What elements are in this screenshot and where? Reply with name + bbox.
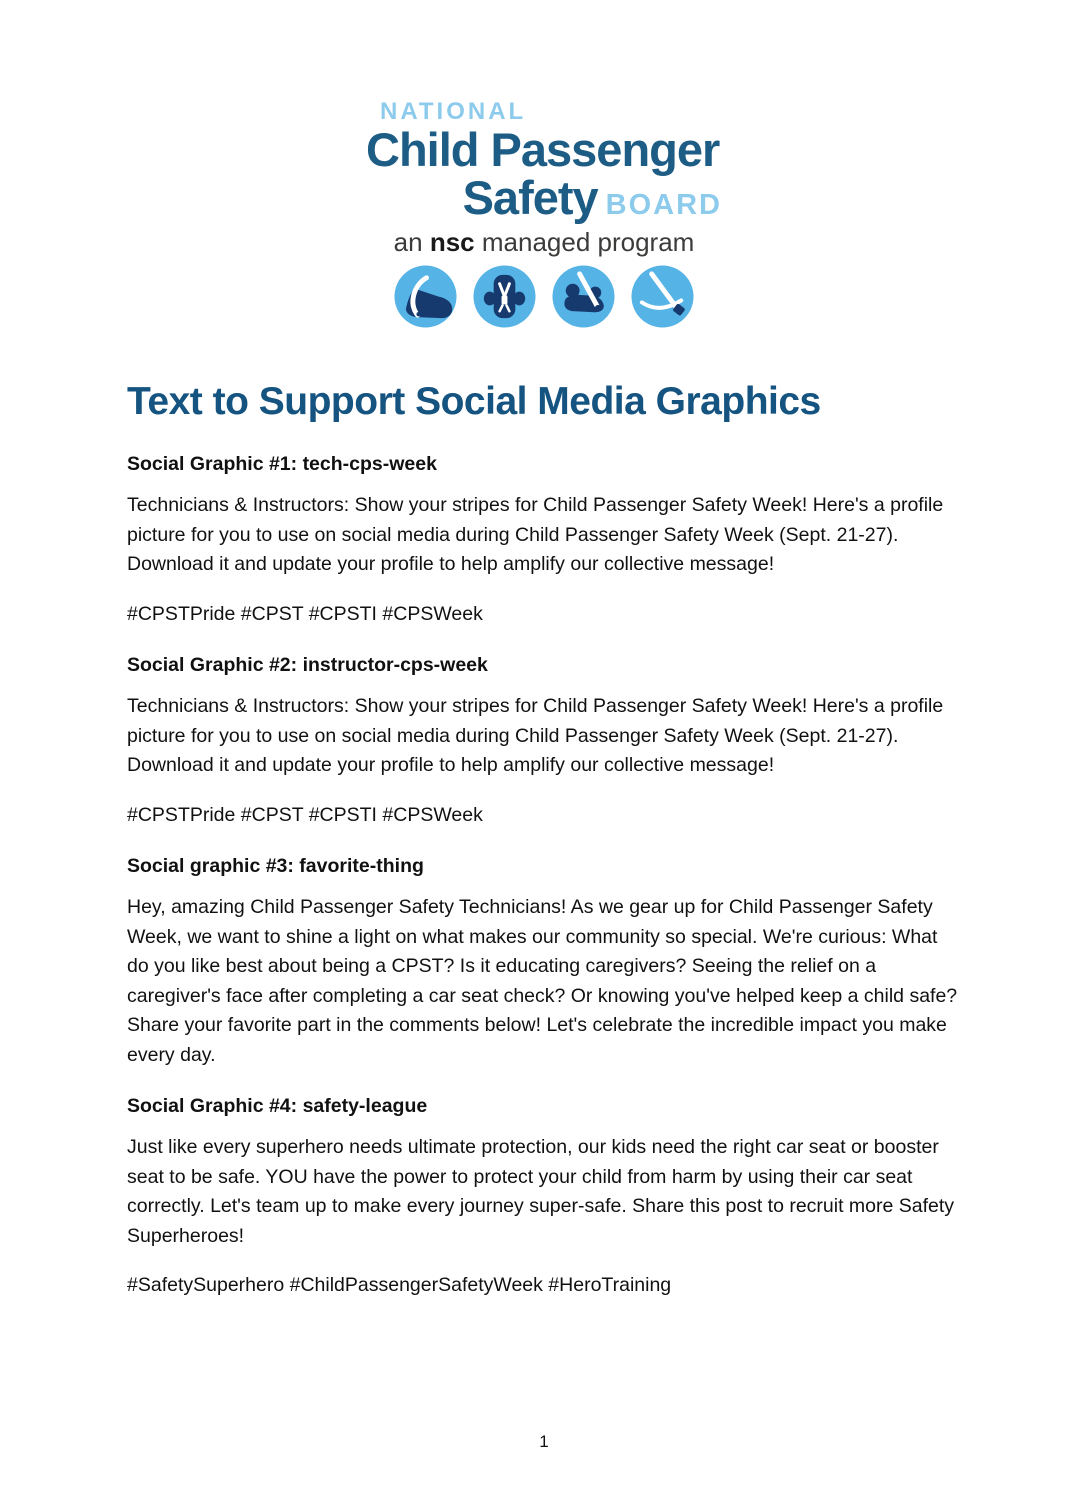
document-page xyxy=(0,100,1088,1508)
logo-tagline-prefix: an xyxy=(393,227,423,257)
section-4 xyxy=(127,1094,961,1301)
section-1-heading: Social Graphic #1: tech-cps-week xyxy=(127,453,437,475)
logo-tagline-suffix: managed program xyxy=(481,227,695,257)
booster-seat-icon xyxy=(552,265,615,328)
section-3 xyxy=(127,854,961,1070)
logo-safety-text: Safety xyxy=(462,171,598,224)
section-2-hashtags: #CPSTPride #CPST #CPSTI #CPSWeek xyxy=(127,803,483,826)
infant-carrier-icon xyxy=(394,265,457,328)
logo-board-text: BOARD xyxy=(605,189,722,221)
logo-safety-board-text xyxy=(366,171,722,224)
logo-nsc-text: nsc xyxy=(429,227,475,257)
logo-child-passenger-text: Child Passenger xyxy=(366,123,720,176)
section-4-body: Just like every superhero needs ultimate protection, our kids need the right car seat or booster seat to be safe. YOU have the power to protect your child from harm by using their car seat correctly. Let's team up to make every journey super-safe. Share this post to recruit more Safety Superheroes! xyxy=(127,1136,955,1247)
section-3-heading: Social graphic #3: favorite-thing xyxy=(127,855,424,877)
logo-icon-row xyxy=(366,265,722,328)
section-2-heading: Social Graphic #2: instructor-cps-week xyxy=(127,654,488,676)
section-4-heading: Social Graphic #4: safety-league xyxy=(127,1095,428,1117)
section-2-body: Technicians & Instructors: Show your stripes for Child Passenger Safety Week! Here's a profile picture for you to use on social media during Child Passenger Safety Week (Sept. 21-27). Download it and update your profile to help amplify our collective message! xyxy=(127,695,944,776)
section-1 xyxy=(127,452,961,629)
section-4-hashtags: #SafetySuperhero #ChildPassengerSafetyWeek #HeroTraining xyxy=(127,1274,672,1296)
seat-belt-icon xyxy=(631,265,694,328)
harness-car-seat-icon xyxy=(473,265,536,328)
page-title: Text to Support Social Media Graphics xyxy=(127,380,821,423)
section-3-body: Hey, amazing Child Passenger Safety Technicians! As we gear up for Child Passenger Safety Week, we want to shine a light on what makes our community so special. We're curious: What do you like best about being a CPST? Is it educating caregivers? Seeing the relief on a caregiver's face after completing a car seat check? Or knowing you've helped keep a child safe? Share your favorite part in the comments below! Let's celebrate the incredible impact you make every day. xyxy=(127,896,958,1066)
logo-tagline xyxy=(366,229,722,255)
section-1-hashtags: #CPSTPride #CPST #CPSTI #CPSWeek xyxy=(127,602,483,625)
section-2 xyxy=(127,653,961,830)
section-1-body: Technicians & Instructors: Show your stripes for Child Passenger Safety Week! Here's a profile picture for you to use on social media during Child Passenger Safety Week (Sept. 21-27). Download it and update your profile to help amplify our collective message! xyxy=(127,494,944,575)
logo xyxy=(366,100,722,328)
page-number: 1 xyxy=(539,1432,549,1451)
logo-national-text: NATIONAL xyxy=(380,98,527,125)
